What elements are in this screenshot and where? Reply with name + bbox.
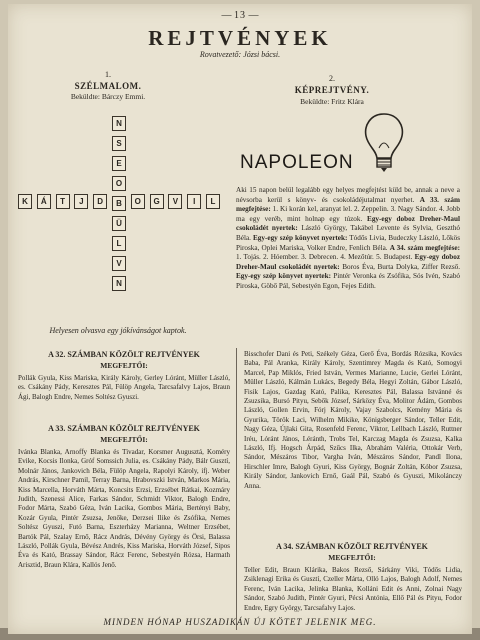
crossword-horizontal-cell: L — [206, 194, 220, 209]
crossword-horizontal-cell: K — [18, 194, 32, 209]
crossword-vertical-cell: O — [112, 176, 126, 191]
section33-heading: A 33. SZÁMBAN KÖZÖLT REJTVÉNYEK — [48, 424, 200, 433]
light-bulb-icon — [360, 108, 408, 180]
section34-sub: MEGFEJTŐI: — [328, 553, 376, 562]
section32-heading: A 32. SZÁMBAN KÖZÖLT REJTVÉNYEK — [48, 350, 200, 359]
crossword-vertical-cell: V — [112, 256, 126, 271]
crossword-vertical-cell: S — [112, 136, 126, 151]
editor-line: Rovatvezető: Józsi bácsi. — [199, 50, 281, 59]
puzzle2-number: 2. — [329, 74, 335, 83]
section32-names: Pollák Gyula, Kiss Mariska, Király Károly, Gerley Lóránt, Müller László, es. Csákány Pády, Keresztes Pál, Fülöp Angela, Tarcsafalvy Lajos, Braun Ági, Balogh Endre, Nemes Soltész Gyuszi. — [18, 374, 230, 401]
crossword-horizontal-cell: T — [56, 194, 70, 209]
crossword-horizontal-cell: V — [168, 194, 182, 209]
crossword-horizontal-cell: Á — [37, 194, 51, 209]
crossword-vertical-cell: Ü — [112, 216, 126, 231]
puzzle1-number: 1. — [105, 70, 111, 79]
page-title: REJTVÉNYEK — [148, 26, 332, 50]
section32-sub: MEGFEJTŐI: — [100, 361, 148, 370]
crossword-horizontal-cell: G — [150, 194, 164, 209]
crossword-vertical-cell: E — [112, 156, 126, 171]
crossword-vertical-cell: N — [112, 276, 126, 291]
puzzle1-caption: Helyesen olvasva egy jókívánságot kaptok. — [49, 326, 187, 335]
puzzle2-text: Aki 15 napon belül legalább egy helyes megfejtést küld be, annak a neve a névsorba kerül s könyv- és csokoládéjutalmat nyerhet. A 33. szám megfejtése: 1. Ki korán kel, aranyat lel. 2. Zeppelin. 3. Nagy Sándor. 4. Jobb ma egy veréb, mint holnap egy túzok. Egy-egy doboz Dreher-Maul csokoládét nyertek: László György, Takábel Levente és Sylvia, Geszthó Béla. Egy-egy szép könyvet nyertek: Tódős Livia, Budeczky László, Lőkös Piroska, Oplei Mariska, Volker Endre, Fenlich Béla. A 34. szám megfejtése: 1. Tojás. 2. Hóember. 3. Debrecen. 4. Mezőtúr. 5. Budapest. Egy-egy doboz Dreher-Maul csokoládét nyertek: Boros Éva, Burta Dolyka, Ziffer Rezső. Egy-egy szép könyvet nyertek: Pintér Veronka és Zsófika, Sós Ivén, Szabó Piroska, Göbő Pál, Sebestyén Egon, Fejes Edith. — [236, 186, 461, 290]
crossword-horizontal-cell: I — [187, 194, 201, 209]
section33-names-continued: Bisschofer Dani és Peti, Székely Géza, Gerő Éva, Bordás Rózsika, Kovács Baba, Pál Aranka, Király Károly, Szentimrey Magda és Kató, Somogyi Marcel, Pap Miklós, Fried István, Vermes Marianne, Lucie, Gerlei Lóránt, Müller László, Kálmán Lukács, Begedy Béla, Hegyi Zoltán, Gábor László, Fisik Lajos, Gazdag Kató, Palika, Keresztes Pál, Balassa Istvánné és Zsuzsika, Bursó Pityu, Sebők József, Sárközy Éva, Molitor Ádám, Gombos László, Gollen Ervin, Fórj Károly, Vajay Szabolcs, Kemény Mária és Gyurika, Török Laci, Wilhelm Mikike, Königsberger Sándor, Teller Edit, Nagy Géza, Újlaki Gita, Rosenfeld Ferenc, Viktor, Lellbach László, Ruttner Iréu, Lóránt János, Léránth, Trobs Tel, Karczag Magda és Zsuzsa, Kalka László, Ifj. Hogsch Árpád, Szűcs Ilka, Abrahám Valéria, Ottokár Verb, Sándor, Mészáros Tibor, Vargha Iván, Mészáros Sándor, Pandl Ilona, Hirschler Imre, Balogh Gyuri, Kiss György, Bognár Zoltán, Kóbor Zsuzsa, Király Sándor, Jankovich Ernő, Gaál Pál, Szabó és Gyuszi, Mikolánczy Anna. — [244, 350, 462, 490]
section34-names: Teller Edit, Braun Klárika, Bakos Rezső, Sárkány Viki, Tódős Lidia, Zsiklenagi Erika és Gusztí, Czeller Márta, Olló Lajos, Balogh Adolf, Nemes Ferenc, Iván Lacika, Jelinka Blanka, Kolláni Edit és Anni, Zolnai Nagy Sándor, Szabó Judith, Pintér Gyuri, Pécsi Antónia, Ellő Pál és Pityu, Fodor Endre, Egry György, Tarcsafalvy Lajos. — [244, 566, 462, 612]
crossword-horizontal-cell: O — [131, 194, 145, 209]
magazine-page — [8, 4, 472, 634]
crossword-horizontal-cell: J — [74, 194, 88, 209]
column-divider — [236, 348, 237, 630]
section34-heading: A 34. SZÁMBAN KÖZÖLT REJTVÉNYEK — [276, 542, 428, 551]
crossword-vertical-cell: B — [112, 196, 126, 211]
page-number: — 13 — — [221, 10, 259, 21]
section33-sub: MEGFEJTŐI: — [100, 435, 148, 444]
puzzle2-sender: Beküldte: Fritz Klára — [300, 97, 364, 106]
crossword-vertical-cell: L — [112, 236, 126, 251]
section33-names: Ivánka Blanka, Arnoffy Blanka és Tivadar, Korsmer Augusztá, Koméry Evike, Kocsis Ilonka, Gróf Somssich Julia, es. Csákány Pády, Bálr Gusztí, Molnár János, Jankovich Béla, Fülöp Angela, Rapolyi Károly, ifj. Weber András, Kirschner Pamil, Terray Barna, Hrabovszki István, Markos Mária, Kiss Marcella, Horváth Márta, Koncsits Erzsi, Erzsébet Rátkai, Kozmáry Judith, Szenessi Alice, Farkas Sándor, Schmidt Viktor, Balogh Endre, Fodor Márta, Szabó Géza, Iván Lacika, Gombos Mária, Bertényi Baby, Kozár Gyula, Pintér Zsuzsa, Jenőke, Derzsei Ilike és Zsófika, Nemes Soltész Gyuszi, Futó Barna, Eszterházy Marianna, Weltner Erzsébet, Bartók Pál, Szalay Ernő, Rácz András, Dévény György és Örsi, Balassa László, Pollák Gyula, Bévész Andrés, Kiss Mariska, Horváth József, Sipos Éva és Kató, Brassay Sándor, Rácz Ferenc, Sebestyén Rózsa, Harmath Arisztid, Braun Klára, Kallós Jenő. — [18, 448, 230, 569]
crossword-horizontal-cell: D — [93, 194, 107, 209]
puzzle2-title: KÉPREJTVÉNY. — [294, 85, 370, 95]
puzzle1-sender: Beküldte: Bárczy Emmi. — [70, 92, 146, 101]
puzzle1-title: SZÉLMALOM. — [74, 81, 142, 91]
crossword-vertical-cell: N — [112, 116, 126, 131]
rebus-word: NAPOLEON — [240, 152, 354, 173]
footer-notice: MINDEN HÓNAP HUSZADIKÁN ÚJ KÖTET JELENIK MEG. — [103, 617, 377, 627]
